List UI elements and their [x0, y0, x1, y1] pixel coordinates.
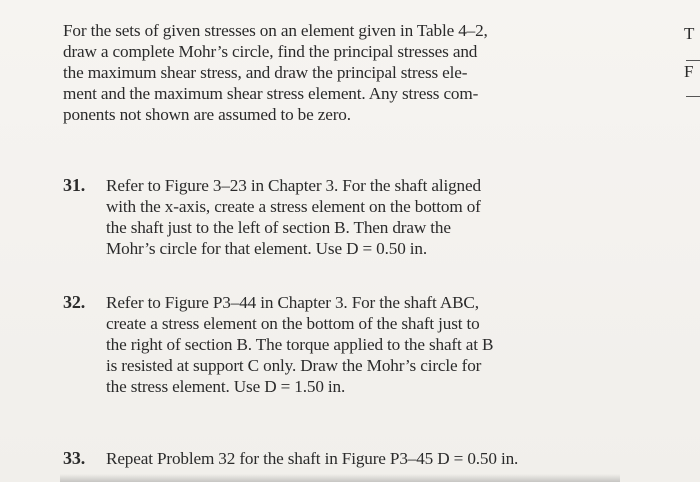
intro-line: draw a complete Mohr’s circle, find the principal stresses and [63, 42, 478, 61]
cropped-bottom-edge [60, 474, 620, 482]
cropped-table-rule [686, 96, 700, 97]
intro-paragraph [63, 20, 643, 125]
problem-line: Mohr’s circle for that element. Use D = 0.50 in. [106, 239, 428, 258]
problem-line: the stress element. Use D = 1.50 in. [106, 377, 346, 396]
intro-line: the maximum shear stress, and draw the principal stress ele- [63, 63, 468, 82]
problem-line: create a stress element on the bottom of the shaft just to [106, 314, 480, 333]
problem-line: Refer to Figure P3–44 in Chapter 3. For the shaft ABC, [106, 293, 479, 312]
problem-line: the right of section B. The torque applied to the shaft at B [106, 335, 494, 354]
intro-line: ponents not shown are assumed to be zero. [63, 105, 351, 124]
problem-number: 32. [63, 292, 86, 312]
problem-line: the shaft just to the left of section B. Then draw the [106, 218, 451, 237]
problem-text [106, 175, 646, 259]
problem-line: Refer to Figure 3–23 in Chapter 3. For the shaft aligned [106, 176, 481, 195]
cropped-edge-letter: T [684, 24, 695, 43]
problem-line: Repeat Problem 32 for the shaft in Figure P3–45 D = 0.50 in. [106, 449, 519, 468]
problem-number: 33. [63, 448, 86, 468]
problem-number: 31. [63, 175, 86, 195]
intro-line: ment and the maximum shear stress element. Any stress com- [63, 84, 479, 103]
problem-text [106, 448, 646, 469]
cropped-edge-letter: F [684, 62, 694, 81]
problem-text [106, 292, 646, 397]
problem-line: with the x-axis, create a stress element on the bottom of [106, 197, 481, 216]
intro-line: For the sets of given stresses on an element given in Table 4–2, [63, 21, 488, 40]
problem-line: is resisted at support C only. Draw the Mohr’s circle for [106, 356, 482, 375]
cropped-table-rule [686, 60, 700, 61]
